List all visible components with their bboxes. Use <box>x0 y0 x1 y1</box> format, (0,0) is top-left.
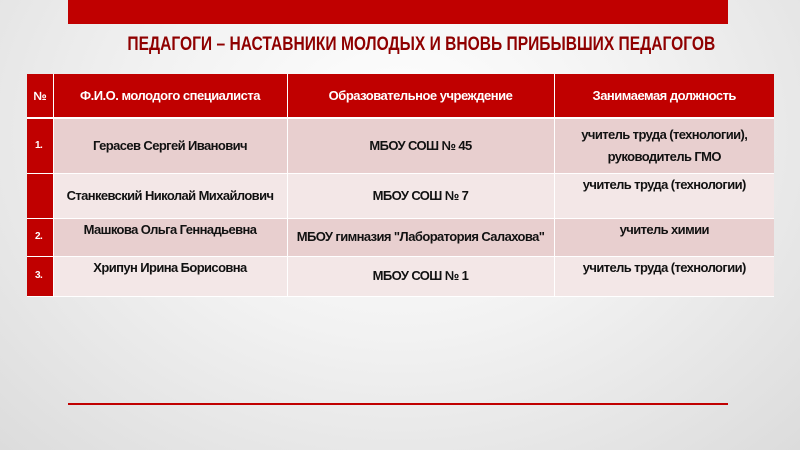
row-position <box>554 256 774 296</box>
table-header-row <box>27 74 774 118</box>
row-number <box>27 173 53 218</box>
table-row <box>27 218 774 256</box>
row-number: 3. <box>27 256 53 296</box>
row-number: 1. <box>27 118 53 173</box>
header-school: Образовательное учреждение <box>287 74 554 118</box>
table-row <box>27 118 774 173</box>
row-name: Хрипун Ирина Борисовна <box>53 256 287 296</box>
row-school: МБОУ СОШ № 1 <box>287 256 554 296</box>
top-accent-bar <box>68 0 728 24</box>
row-number: 2. <box>27 218 53 256</box>
row-school: МБОУ СОШ № 7 <box>287 173 554 218</box>
header-name: Ф.И.О. молодого специалиста <box>53 74 287 118</box>
position-line: учитель труда (технологии) <box>582 176 746 192</box>
position-line: учитель химии <box>619 221 709 237</box>
position-line: учитель труда (технологии) <box>582 259 746 275</box>
position-line: руководитель ГМО <box>607 148 721 164</box>
table-row <box>27 173 774 218</box>
row-position <box>554 218 774 256</box>
row-position <box>554 173 774 218</box>
row-school: МБОУ гимназия "Лаборатория Салахова" <box>287 218 554 256</box>
mentors-table <box>27 74 774 297</box>
row-school: МБОУ СОШ № 45 <box>287 118 554 173</box>
position-line: учитель труда (технологии), <box>581 126 748 142</box>
row-name: Станкевский Николай Михайлович <box>53 173 287 218</box>
table-row <box>27 256 774 296</box>
row-name: Машкова Ольга Геннадьевна <box>53 218 287 256</box>
bottom-accent-line <box>68 403 728 405</box>
page-title: ПЕДАГОГИ – НАСТАВНИКИ МОЛОДЫХ И ВНОВЬ ПРИБЫВШИХ ПЕДАГОГОВ <box>127 34 716 55</box>
header-position: Занимаемая должность <box>554 74 774 118</box>
row-position <box>554 118 774 173</box>
row-name: Герасев Сергей Иванович <box>53 118 287 173</box>
header-number: № <box>27 74 53 118</box>
